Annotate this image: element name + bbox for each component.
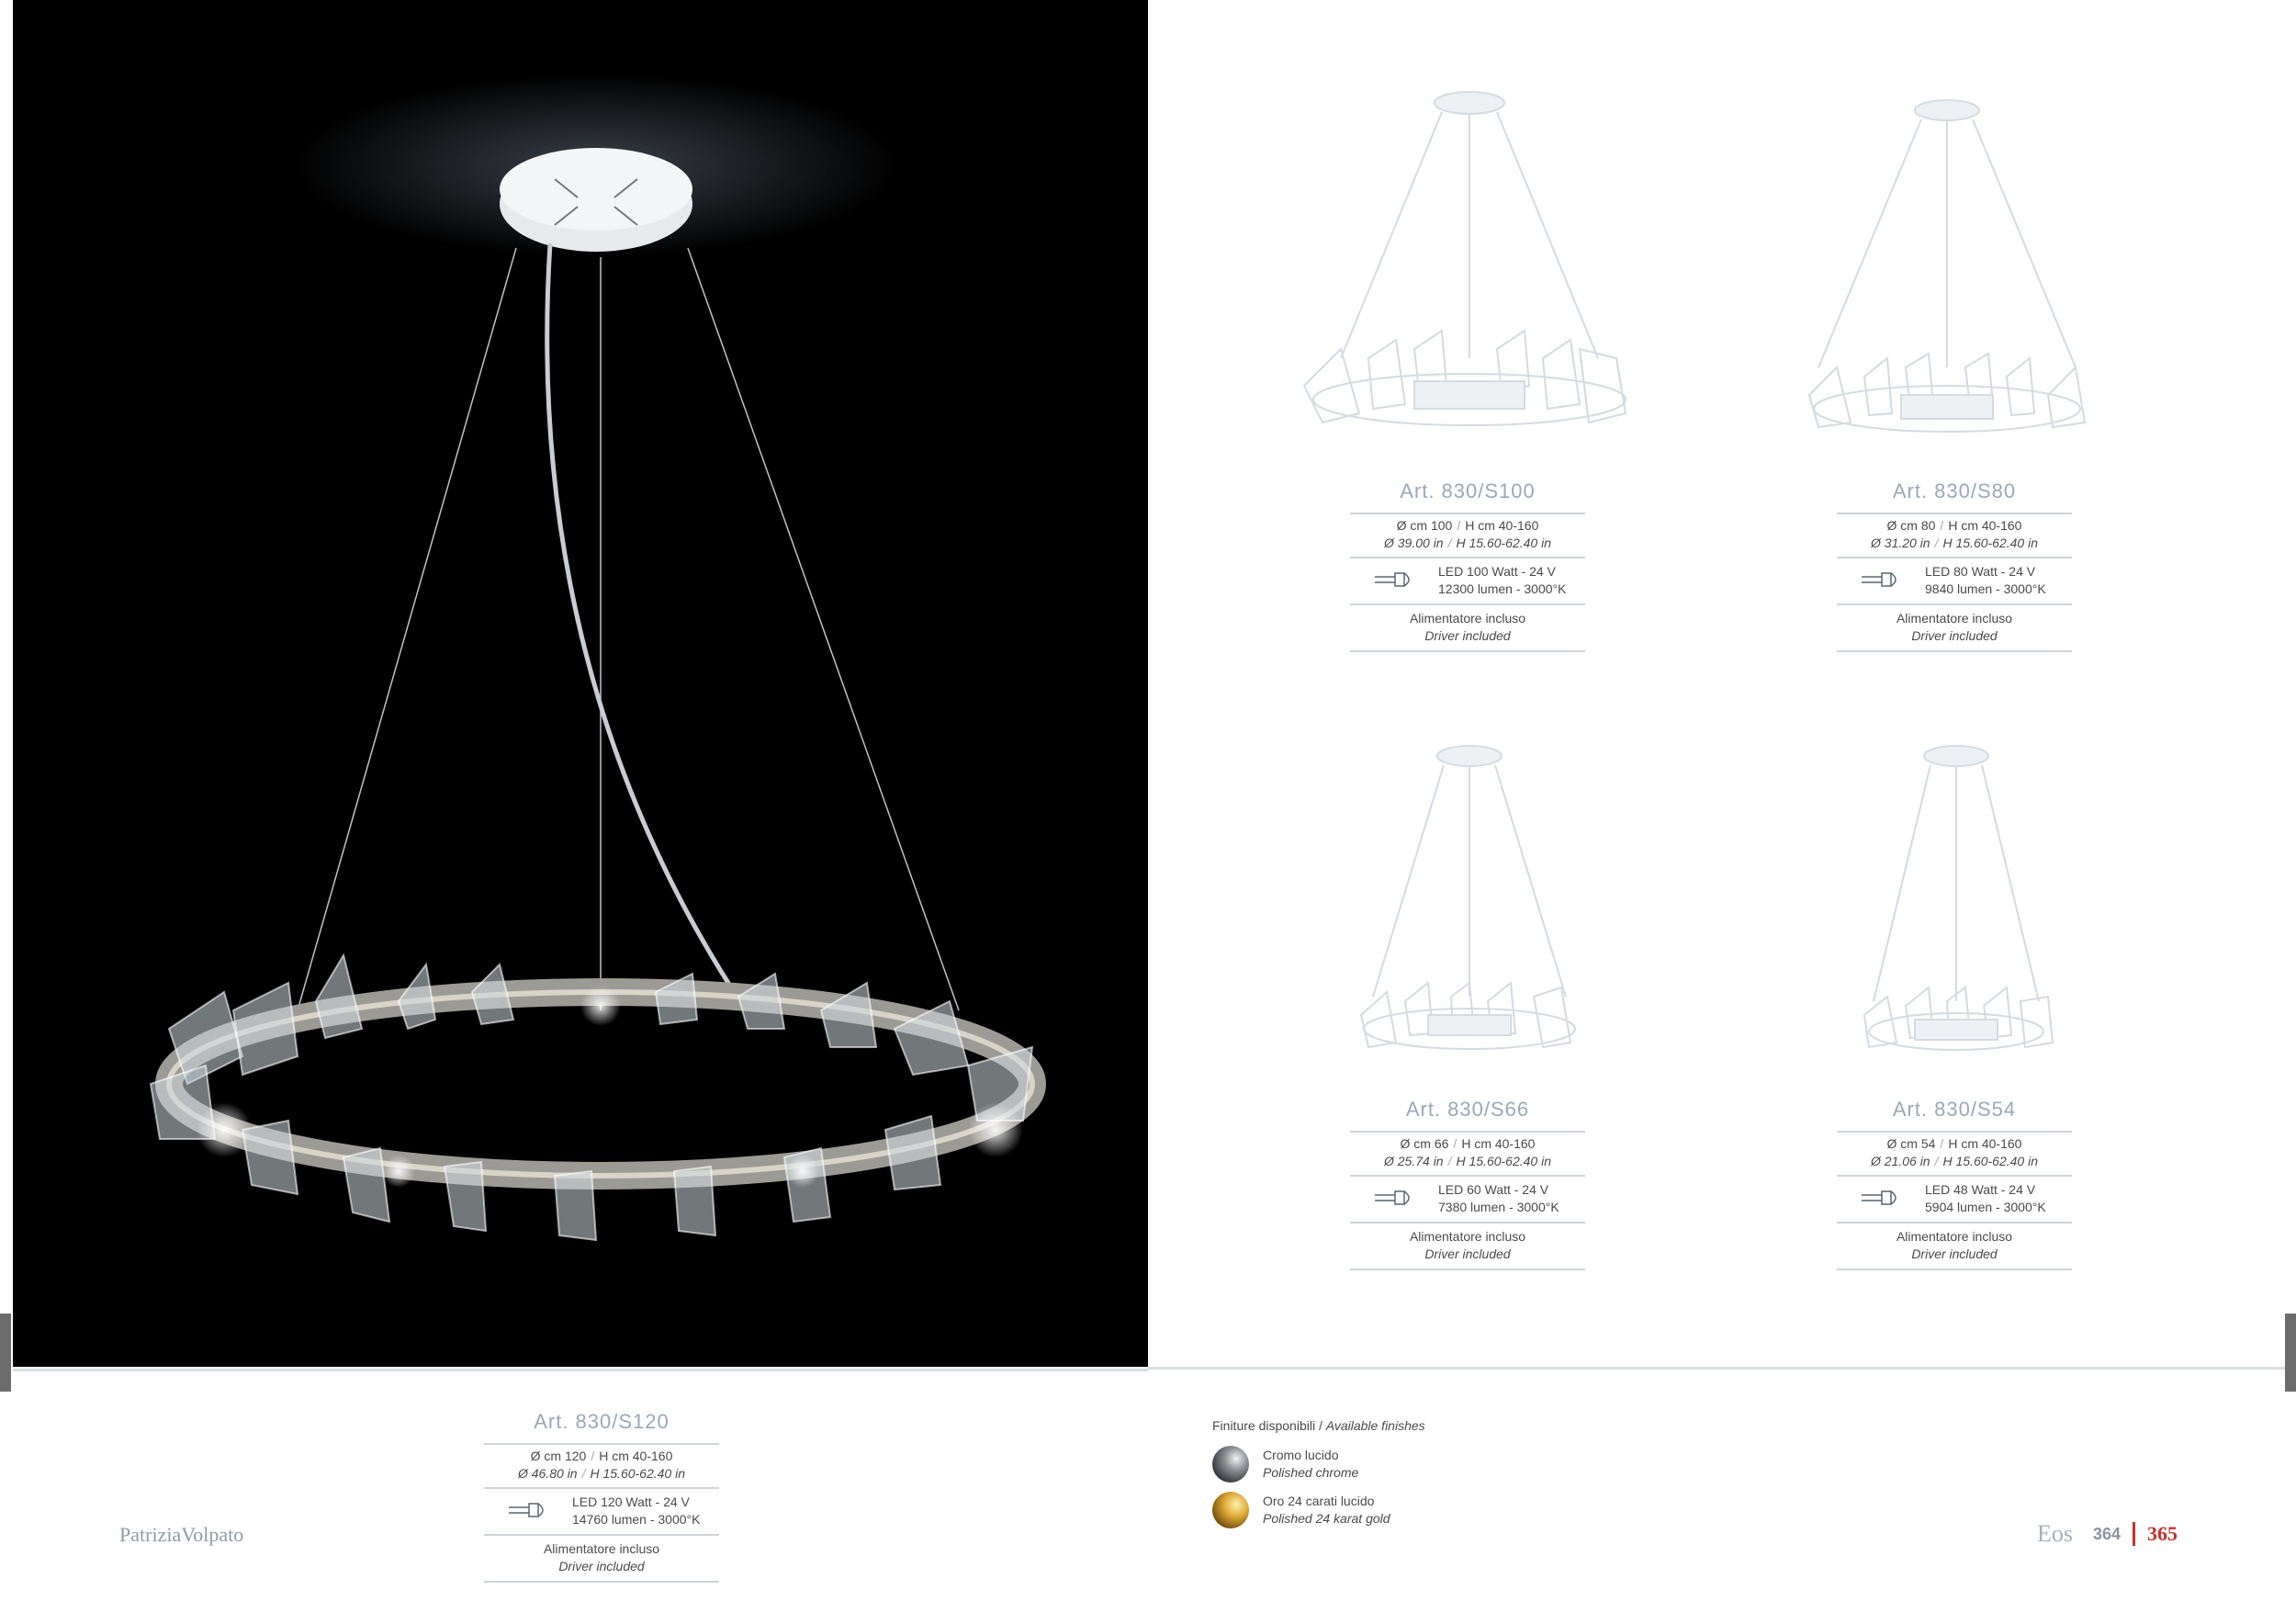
finish-gold: Oro 24 carati lucido Polished 24 karat gold: [1212, 1492, 1425, 1528]
right-edge-marker: [2285, 1314, 2296, 1392]
dimensions: Ø cm 66 / H cm 40-160 Ø 25.74 in / H 15.60-62.40 in: [1383, 1136, 1552, 1168]
spec-block-s66: [1350, 1098, 1585, 1270]
dimensions: Ø cm 54 / H cm 40-160 Ø 21.06 in / H 15.60-62.40 in: [1870, 1136, 2039, 1168]
dimensions: Ø cm 80 / H cm 40-160 Ø 31.20 in / H 15.60-62.40 in: [1870, 518, 2039, 550]
driver-info: Alimentatore incluso Driver included: [1896, 1229, 2013, 1261]
finishes-heading: Finiture disponibili / Available finishes: [1212, 1418, 1425, 1433]
led-info: LED 60 Watt - 24 V 7380 lumen - 3000°K: [1350, 1177, 1585, 1222]
collection-name: Eos: [2037, 1520, 2073, 1547]
dimensions: Ø cm 100 / H cm 40-160 Ø 39.00 in / H 15.60-62.40 in: [1383, 518, 1552, 550]
divider-left: [13, 1369, 1148, 1371]
spec-block-s54: [1837, 1098, 2072, 1270]
led-bulb-icon: [1350, 1190, 1438, 1208]
spec-block-s120: [484, 1410, 719, 1583]
led-bulb-icon: [1837, 571, 1925, 590]
spec-block-s80: [1837, 479, 2072, 652]
led-bulb-icon: [1350, 571, 1438, 590]
thumbnail-s66: [1350, 739, 1589, 1070]
gold-swatch-icon: [1212, 1492, 1249, 1528]
available-finishes: [1212, 1418, 1425, 1538]
driver-info: Alimentatore incluso Driver included: [1896, 611, 2013, 643]
product-photo: [13, 0, 1148, 1367]
led-info: LED 100 Watt - 24 V 12300 lumen - 3000°K: [1350, 558, 1585, 603]
divider-right: [1148, 1367, 2285, 1370]
driver-info: Alimentatore incluso Driver included: [543, 1541, 660, 1573]
spec-block-s100: [1350, 479, 1585, 652]
article-code: Art. 830/S100: [1400, 479, 1536, 502]
article-code: Art. 830/S120: [534, 1410, 670, 1433]
page-number-right: 365: [2147, 1522, 2178, 1545]
page-separator: [2133, 1522, 2135, 1546]
led-bulb-icon: [484, 1502, 572, 1520]
article-code: Art. 830/S80: [1892, 479, 2017, 502]
led-info: LED 48 Watt - 24 V 5904 lumen - 3000°K: [1837, 1177, 2072, 1222]
chandelier-illustration: [13, 0, 1148, 1367]
thumbnail-s80: [1782, 92, 2112, 459]
led-info: LED 120 Watt - 24 V 14760 lumen - 3000°K: [484, 1489, 719, 1534]
finish-chrome: Cromo lucido Polished chrome: [1212, 1446, 1425, 1483]
dimensions: Ø cm 120 / H cm 40-160 Ø 46.80 in / H 15.60-62.40 in: [517, 1449, 686, 1481]
article-code: Art. 830/S54: [1892, 1098, 2017, 1121]
article-code: Art. 830/S66: [1405, 1098, 1530, 1121]
left-edge-marker: [0, 1314, 11, 1392]
driver-info: Alimentatore incluso Driver included: [1409, 1229, 1526, 1261]
brand-logo: PatriziaVolpato: [119, 1523, 244, 1546]
led-bulb-icon: [1837, 1190, 1925, 1208]
driver-info: Alimentatore incluso Driver included: [1409, 611, 1526, 643]
page-number-left: 364: [2093, 1524, 2122, 1543]
thumbnail-s100: [1286, 83, 1653, 459]
led-info: LED 80 Watt - 24 V 9840 lumen - 3000°K: [1837, 558, 2072, 603]
page-footer: [2037, 1520, 2178, 1548]
thumbnail-s54: [1846, 739, 2066, 1070]
chrome-swatch-icon: [1212, 1446, 1249, 1483]
